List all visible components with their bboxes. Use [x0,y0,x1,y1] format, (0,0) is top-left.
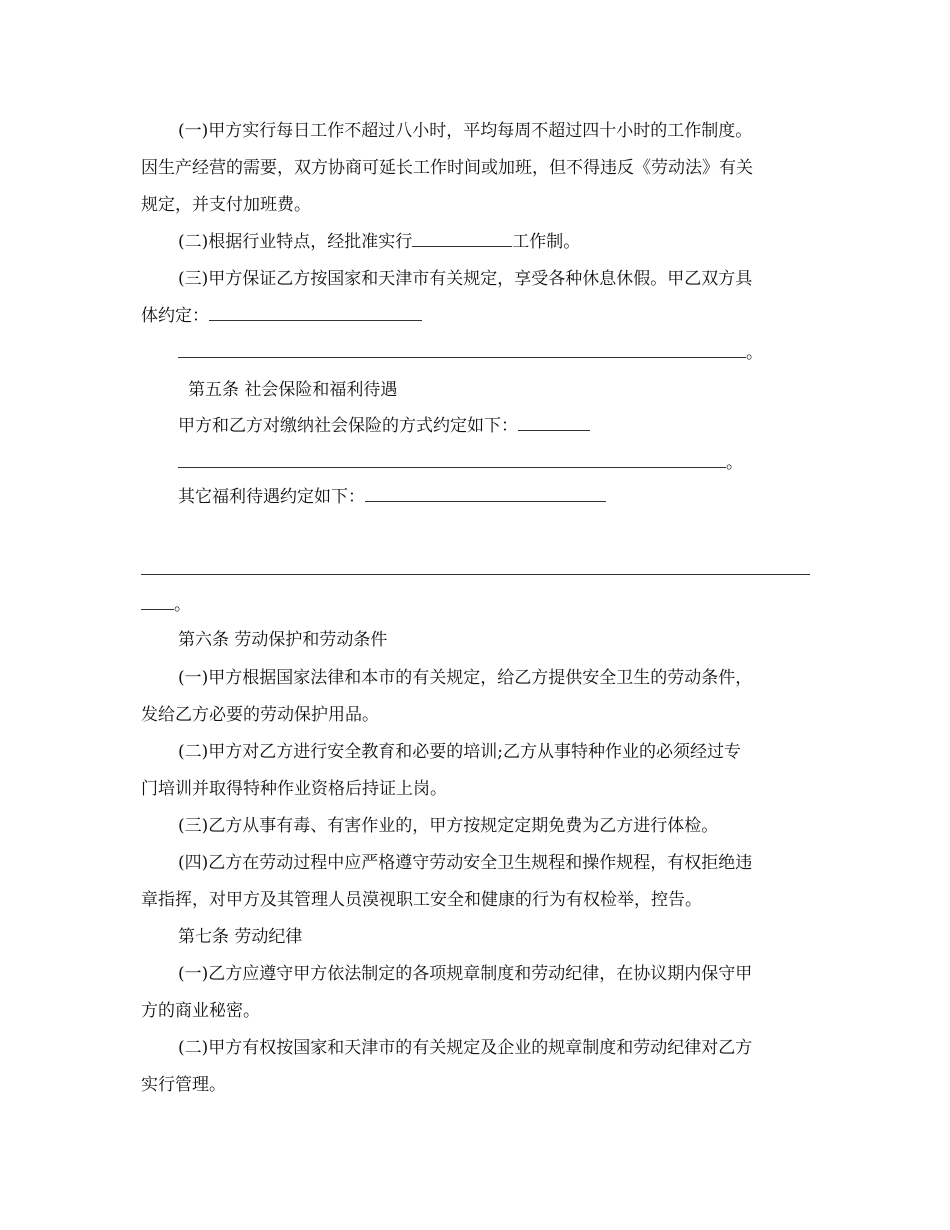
article4-item3-line1: (三)甲方保证乙方按国家和天津市有关规定，享受各种休息休假。甲乙双方具 [178,269,753,289]
article4-item3-line3 [178,341,763,365]
article5-welfare-prefix: 其它福利待遇约定如下： [178,487,365,507]
article7-item1-line2: 方的商业秘密。 [141,1001,260,1021]
article4-item3-end: 。 [746,343,763,363]
article5-welfare-line [178,485,606,509]
article4-item3-prefix: 体约定： [141,306,209,326]
article4-item3-line2 [141,304,422,328]
article5-welfare-end: 。 [174,595,191,615]
article6-item1-line2: 发给乙方必要的劳动保护用品。 [141,705,379,725]
rest-agreement-blank-continued [178,341,746,358]
article6-item3-line1: (三)乙方从事有毒、有害作业的，甲方按规定定期免费为乙方进行体检。 [178,816,719,836]
article5-welfare-line3 [141,593,191,617]
insurance-method-blank [518,414,590,431]
article5-insurance-line2 [178,451,743,475]
work-system-blank [412,230,512,247]
article6-item2-line1: (二)甲方对乙方进行安全教育和必要的培训;乙方从事特种作业的必须经过专 [178,742,741,762]
article4-item1-line3: 规定，并支付加班费。 [141,195,311,215]
article7-item1-line1: (一)乙方应遵守甲方依法制定的各项规章制度和劳动纪律，在协议期内保守甲 [178,964,753,984]
article4-item1-line1: (一)甲方实行每日工作不超过八小时，平均每周不超过四十小时的工作制度。 [178,121,753,141]
article4-item2 [178,230,580,254]
article4-item2-suffix: 工作制。 [512,232,581,252]
article4-item2-prefix: (二)根据行业特点，经批准实行 [178,232,413,252]
article6-item1-line1: (一)甲方根据国家法律和本市的有关规定，给乙方提供安全卫生的劳动条件， [178,668,753,688]
article5-insurance-prefix: 甲方和乙方对缴纳社会保险的方式约定如下： [178,416,518,436]
insurance-method-blank-continued [178,451,726,468]
article7-heading: 第七条 劳动纪律 [178,927,303,947]
article7-item2-line1: (二)甲方有权按国家和天津市的有关规定及企业的规章制度和劳动纪律对乙方 [178,1038,753,1058]
article6-heading: 第六条 劳动保护和劳动条件 [178,630,388,650]
article4-item1-line2: 因生产经营的需要，双方协商可延长工作时间或加班，但不得违反《劳动法》有关 [141,158,753,178]
article6-item4-line2: 章指挥，对甲方及其管理人员漠视职工安全和健康的行为有权检举，控告。 [141,890,702,910]
welfare-blank [365,485,606,502]
welfare-blank-full-line [141,574,810,575]
article7-item2-line2: 实行管理。 [141,1075,226,1095]
article5-insurance-line [178,414,590,438]
rest-agreement-blank [209,304,422,321]
article5-insurance-end: 。 [726,453,743,473]
article5-heading: 第五条 社会保险和福利待遇 [188,380,398,400]
article6-item2-line2: 门培训并取得特种作业资格后持证上岗。 [141,779,447,799]
welfare-blank-end [141,593,174,610]
article6-item4-line1: (四)乙方在劳动过程中应严格遵守劳动安全卫生规程和操作规程，有权拒绝违 [178,853,753,873]
